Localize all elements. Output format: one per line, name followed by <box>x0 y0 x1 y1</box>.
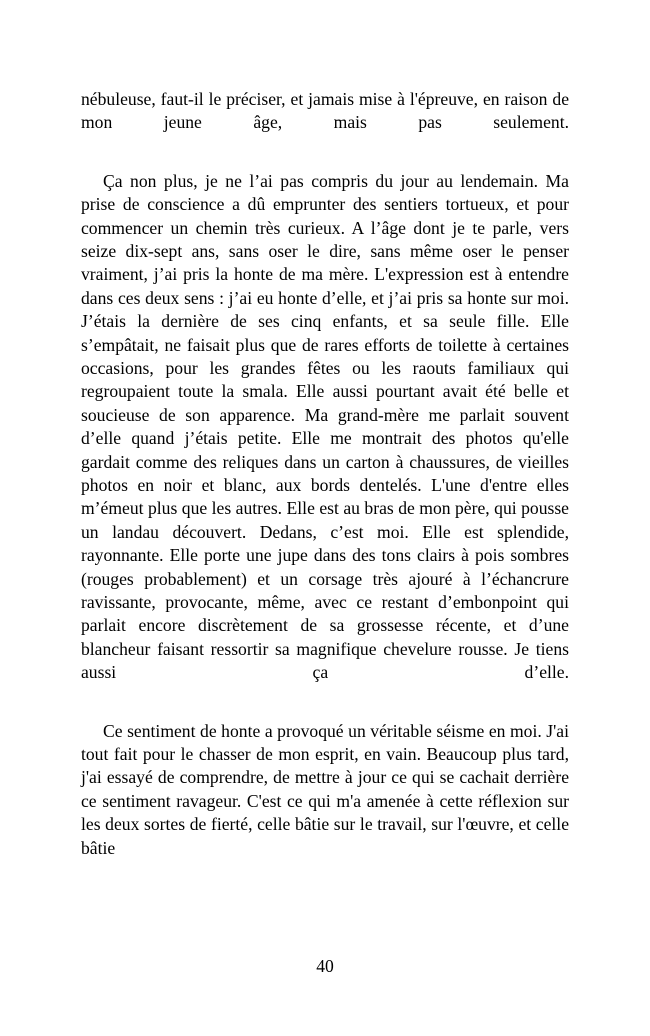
paragraph-2: Ça non plus, je ne l’ai pas compris du jour au lendemain. Ma prise de conscience a dû emprunter des sentiers tortueux, et pour commencer un chemin très curieux. A l’âge dont je te parle, vers seize dix-sept ans, sans oser le dire, sans même oser le penser vraiment, j’ai pris la honte de ma mère. L'expression est à entendre dans ces deux sens : j’ai eu honte d’elle, et j’ai pris sa honte sur moi. J’étais la dernière de ses cinq enfants, et sa seule fille. Elle s’empâtait, ne faisait plus que de rares efforts de toilette à certaines occasions, pour les grandes fêtes ou les raouts familiaux qui regroupaient toute la smala. Elle aussi pourtant avait été belle et soucieuse de son apparence. Ma grand-mère me parlait souvent d’elle quand j’étais petite. Elle me montrait des photos qu'elle gardait comme des reliques dans un carton à chaussures, de vieilles photos en noir et blanc, aux bords dentelés. L'une d'entre elles m’émeut plus que les autres. Elle est au bras de mon père, qui pousse un landau découvert. Dedans, c’est moi. Elle est splendide, rayonnante. Elle porte une jupe dans des tons clairs à pois sombres (rouges probablement) et un corsage très ajouré à l’échancrure ravissante, provocante, même, avec ce restant d’embonpoint qui parlait encore discrètement de sa grossesse récente, et d’une blancheur faisant ressortir sa magnifique chevelure rousse. Je tiens aussi ça d’elle. <box>81 170 569 683</box>
body-text-block <box>81 88 569 860</box>
paragraph-3: Ce sentiment de honte a provoqué un véritable séisme en moi. J'ai tout fait pour le chasser de mon esprit, en vain. Beaucoup plus tard, j'ai essayé de comprendre, de mettre à jour ce qui se cachait derrière ce sentiment ravageur. C'est ce qui m'a amenée à cette réflexion sur les deux sortes de fierté, celle bâtie sur le travail, sur l'œuvre, et celle bâtie <box>81 720 569 858</box>
paragraph-1: nébuleuse, faut-il le préciser, et jamais mise à l'épreuve, en raison de mon jeune âge, mais pas seulement. <box>81 89 569 133</box>
page-number: 40 <box>316 956 334 976</box>
